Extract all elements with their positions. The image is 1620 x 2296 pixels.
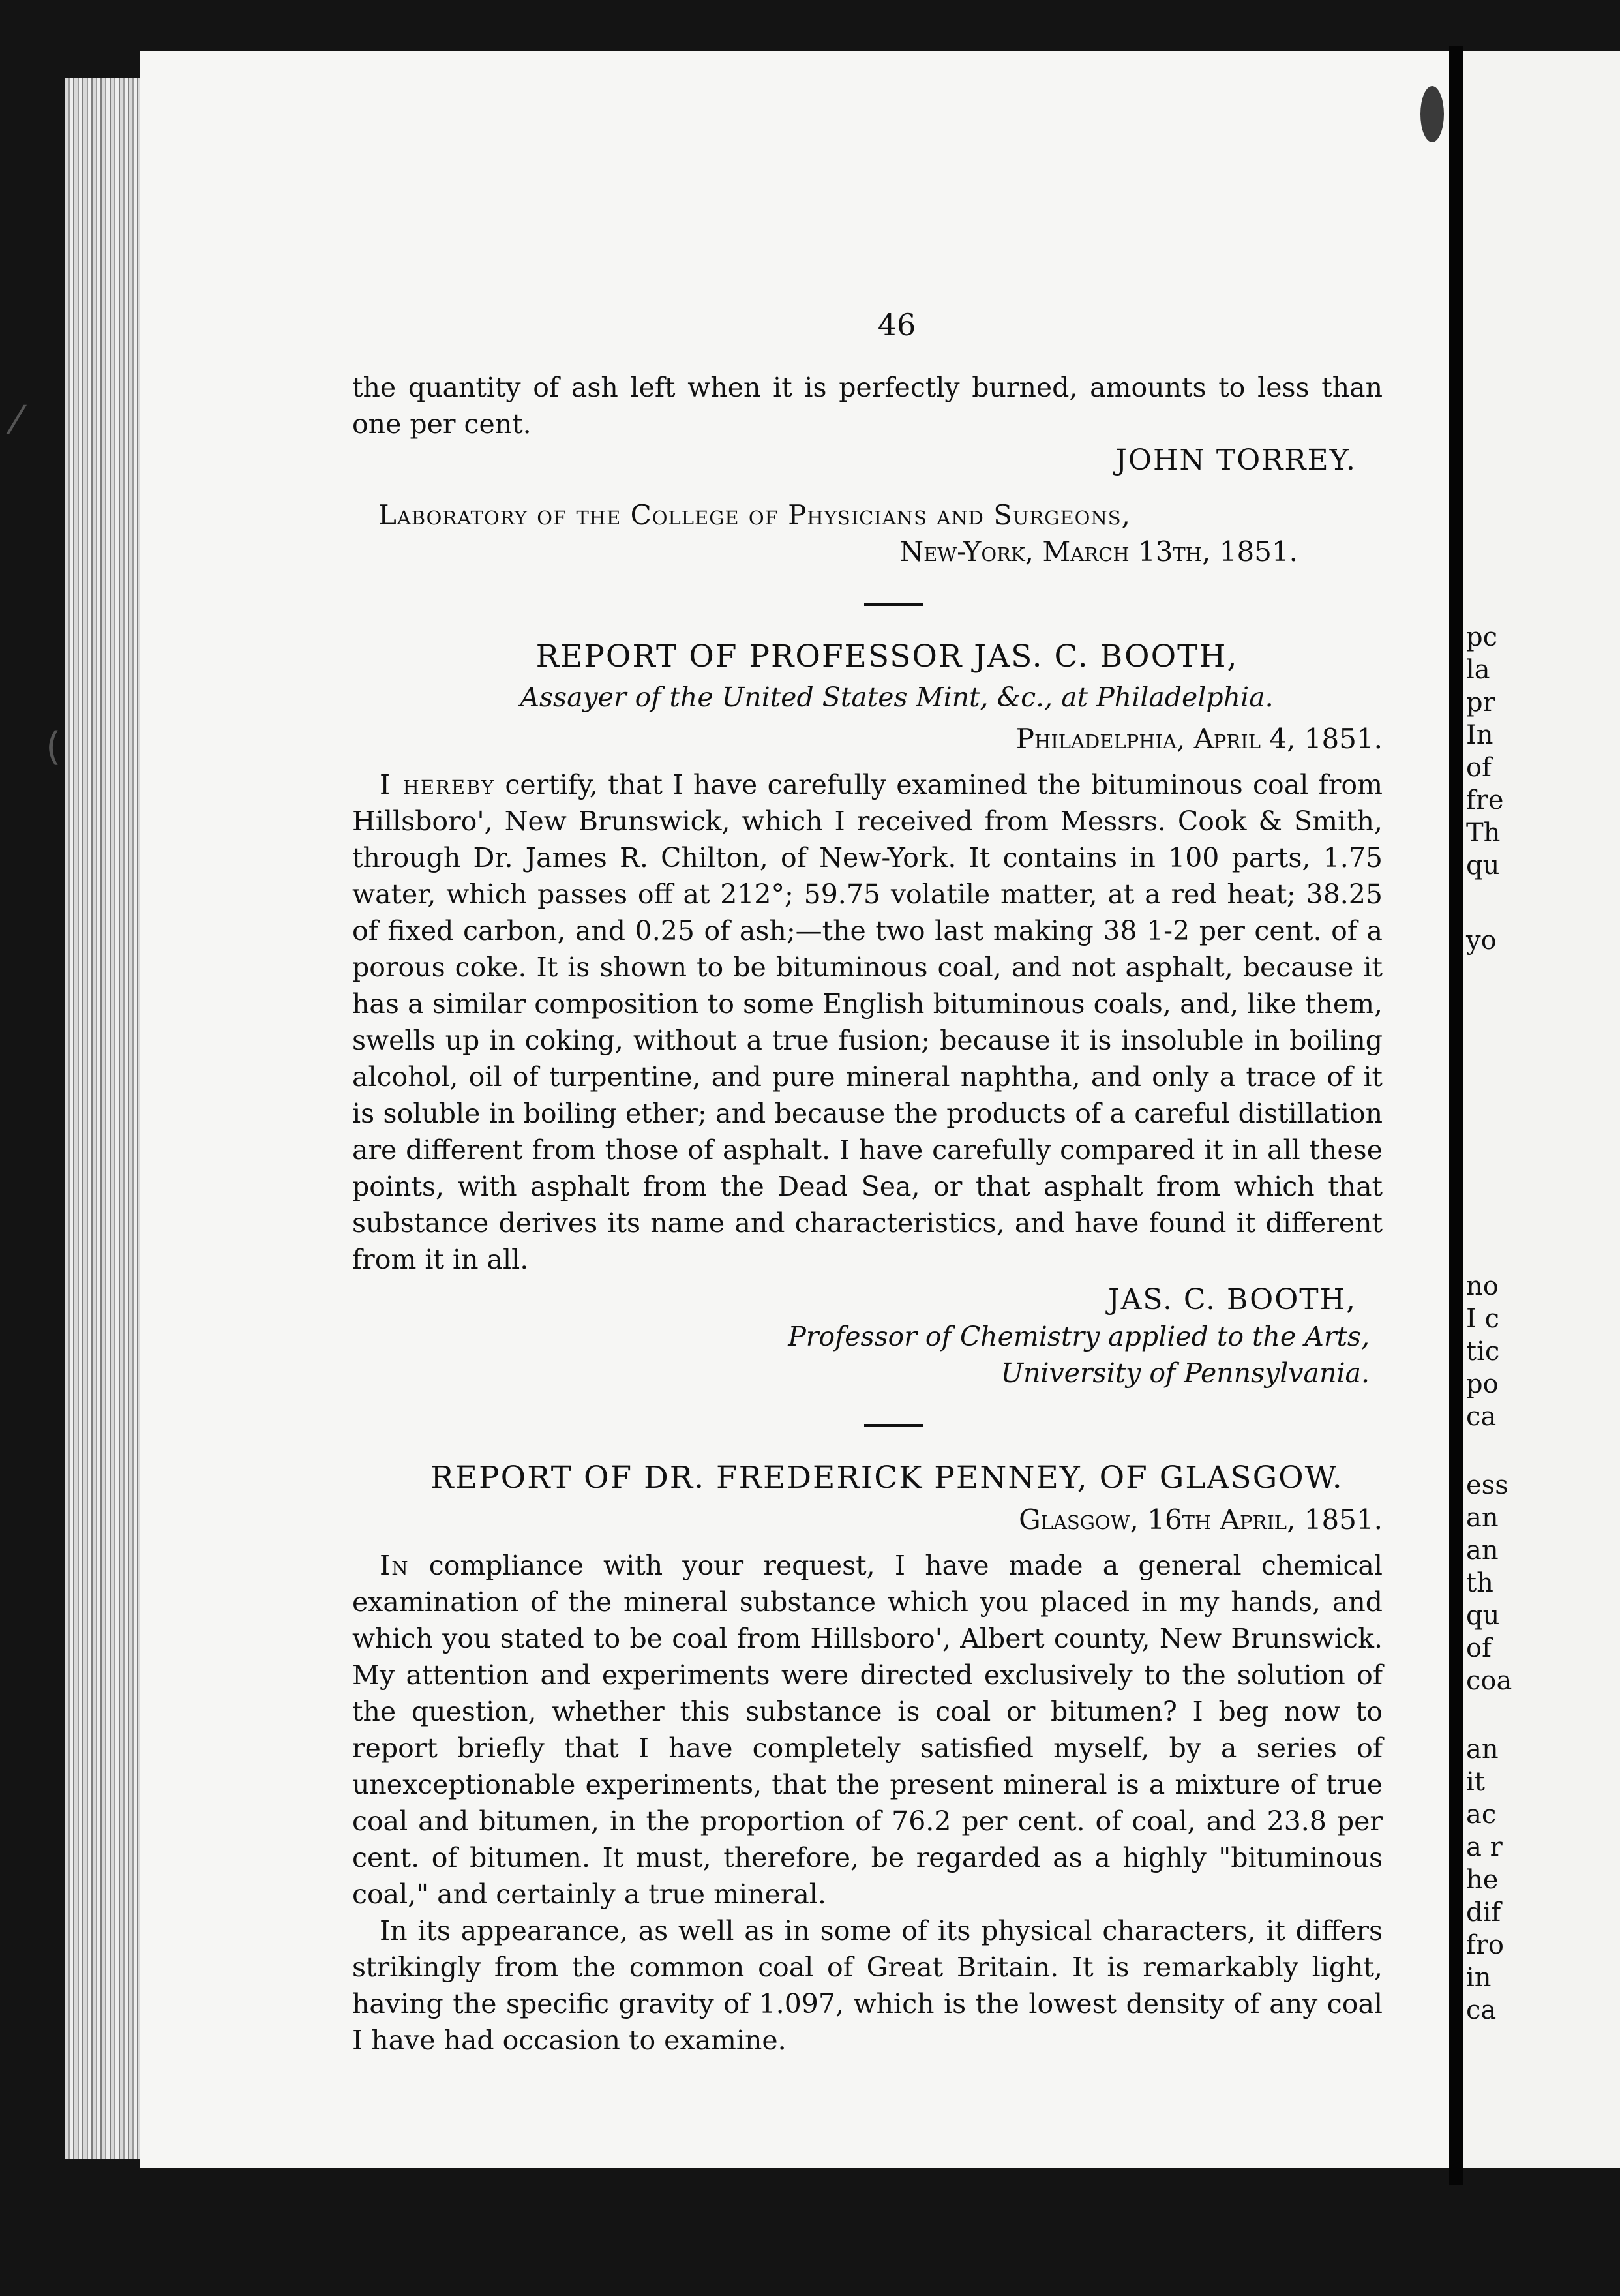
section-divider [864,603,923,606]
penney-report-heading: REPORT OF DR. FREDERICK PENNEY, OF GLASGOW. [430,1460,1343,1496]
booth-title-line2: University of Pennsylvania. [1000,1357,1370,1389]
torrey-location-line1: Laboratory of the College of Physicians and Surgeons, [378,499,1131,531]
facing-page-fragment: he [1466,1865,1499,1895]
facing-page-fragment: fre [1466,785,1504,815]
facing-page-fragment: ess [1466,1470,1508,1500]
facing-page-fragment: fro [1466,1930,1505,1960]
facing-page-fragment: la [1466,655,1490,685]
booth-title-line1: Professor of Chemistry applied to the Arts, [788,1321,1370,1352]
facing-page-fragment: qu [1466,851,1500,881]
facing-page-fragment: in [1466,1963,1492,1993]
facing-page-fragment: an [1466,1503,1499,1533]
facing-page-fragment: I c [1466,1304,1499,1334]
facing-page-fragment: pc [1466,622,1498,652]
booth-lead-words: I hereby [380,769,495,800]
margin-tick-mark: ( [46,724,61,770]
facing-page-fragment: of [1466,1633,1492,1663]
torrey-signature: JOHN TORREY. [1115,444,1357,477]
ink-bleed-mark [1420,86,1444,142]
penney-paragraph-1 [352,1547,1383,1912]
booth-report-subheading: Assayer of the United States Mint, &c., at Philadelphia. [520,682,1274,713]
facing-page-fragment: dif [1466,1897,1501,1927]
facing-page-fragment: tic [1466,1337,1500,1367]
book-gutter [1449,46,1463,2185]
page-number: 46 [877,307,916,342]
facing-page-fragment: coa [1466,1666,1512,1696]
facing-page-fragment: ca [1466,1402,1497,1432]
booth-dateline: Philadelphia, April 4, 1851. [1015,723,1383,755]
margin-tick-mark: ⁄ [13,398,20,444]
penney-lead-word: In [380,1550,410,1581]
facing-page-fragment: po [1466,1369,1499,1399]
facing-page-fragment: pr [1466,687,1495,718]
facing-page-fragment: of [1466,753,1492,783]
facing-page-fragment: th [1466,1568,1493,1598]
facing-page-fragment: an [1466,1535,1499,1565]
facing-page-fragment: ac [1466,1800,1497,1830]
booth-signature: JAS. C. BOOTH, [1107,1283,1357,1316]
torrey-location-line2: New-York, March 13th, 1851. [899,536,1298,567]
facing-page-fragment: it [1466,1767,1485,1797]
facing-page-fragment: Th [1466,818,1501,848]
facing-page-fragment: qu [1466,1601,1500,1631]
penney-paragraph-1-text: compliance with your request, I have made a general chemical examination of the mineral substance which you placed in my hands, and which you stated to be coal from Hillsboro', Albert county, New Brunswick. My attention and experiments were directed exclusively to the solution of the question, whether this substance is coal or bitumen? I beg now to report briefly that I have completely satisfied myself, by a series of unexceptionable experiments, that the present mineral is a mixture of true coal and bitumen, in the proportion of 76.2 per cent. of coal, and 23.8 per cent. of bitumen. It must, therefore, be regarded as a highly "bituminous coal," and certainly a true mineral. [352,1550,1383,1910]
booth-report-body [352,766,1383,1278]
facing-page-fragment: no [1466,1271,1499,1301]
facing-page-fragment: an [1466,1734,1499,1764]
page-content [352,307,1383,2059]
penney-dateline: Glasgow, 16th April, 1851. [1019,1503,1383,1535]
facing-page-fragment: In [1466,720,1493,750]
section-divider [864,1424,923,1427]
facing-page-fragment: a r [1466,1832,1503,1862]
booth-body-text: certify, that I have carefully examined the bituminous coal from Hillsboro', New Brunswick, which I received from Messrs. Cook & Smith, through Dr. James R. Chilton, of New-York. It contains in 100 parts, 1.75 water, which passes off at 212°; 59.75 volatile matter, at a red heat; 38.25 of fixed carbon, and 0.25 of ash;—the two last making 38 1-2 per cent. of a porous coke. It is shown to be bituminous coal, and not asphalt, because it has a similar composition to some English bituminous coals, and, like them, swells up in coking, without a true fusion; because it is insoluble in boiling alcohol, oil of turpentine, and pure mineral naphtha, and only a trace of it is soluble in boiling ether; and because the products of a careful distillation are different from those of asphalt. I have carefully compared it in all these points, with asphalt from the Dead Sea, or that asphalt from which that substance derives its name and characteristics, and have found it different from it in all. [352,769,1383,1275]
facing-page-fragment: yo [1466,926,1497,956]
facing-page [1463,51,1620,2168]
facing-page-fragment: ca [1466,1995,1497,2025]
torrey-closing-text: the quantity of ash left when it is perfectly burned, amounts to less than one per cent. [352,372,1383,440]
penney-paragraph-2: In its appearance, as well as in some of its physical characters, it differs strikingly from the common coal of Great Britain. It is remarkably light, having the specific gravity of 1.097, which is the lowest density of any coal I have had occasion to examine. [352,1915,1383,2056]
booth-report-heading: REPORT OF PROFESSOR JAS. C. BOOTH, [535,639,1238,674]
